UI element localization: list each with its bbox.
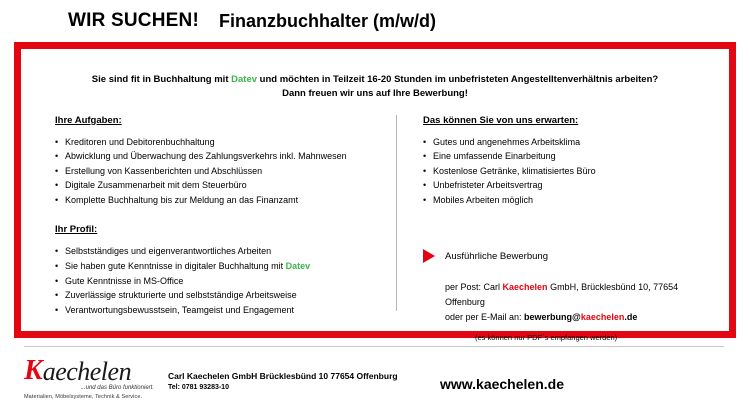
intro-line-1-part-1: Sie sind fit in Buchhaltung mit bbox=[91, 74, 232, 85]
list-item bbox=[55, 259, 392, 274]
footer-website[interactable]: www.kaechelen.de bbox=[440, 376, 564, 392]
apply-email-part-2: .de bbox=[624, 312, 638, 323]
apply-post-suffix: GmbH, Brücklesbünd 10, 77654 Offenburg bbox=[445, 282, 679, 308]
profile-list bbox=[55, 244, 392, 317]
apply-post-company-red: Kaechelen bbox=[502, 282, 548, 293]
company-logo bbox=[24, 355, 154, 401]
profile-title: Ihr Profil: bbox=[55, 224, 98, 236]
footer-address bbox=[168, 370, 398, 393]
footer-company-line: Carl Kaechelen GmbH Brücklesbünd 10 77654 Offenburg bbox=[168, 371, 398, 381]
apply-title-row bbox=[423, 249, 713, 263]
list-item: • Kreditoren und Debitorenbuchhaltung bbox=[55, 135, 392, 150]
apply-title: Ausführliche Bewerbung bbox=[445, 250, 548, 262]
intro-line-1 bbox=[37, 73, 713, 87]
list-item: • Verantwortungsbewusstsein, Teamgeist und Engagement bbox=[55, 303, 392, 318]
list-item: • Mobiles Arbeiten möglich bbox=[423, 193, 713, 208]
profile-item-2-before: Sie haben gute Kenntnisse in digitaler Buchhaltung mit bbox=[65, 261, 286, 271]
list-item: • Selbstständiges und eigenverantwortliches Arbeiten bbox=[55, 244, 392, 259]
offer-list bbox=[423, 135, 713, 208]
footer-divider bbox=[24, 346, 724, 347]
content-frame-inner bbox=[21, 49, 729, 342]
list-item: • Gute Kenntnisse in MS-Office bbox=[55, 274, 392, 289]
header-position-title: Finanzbuchhalter (m/w/d) bbox=[218, 10, 436, 31]
logo-name: aechelen bbox=[42, 356, 132, 386]
list-item: • Erstellung von Kassenberichten und Abschlüssen bbox=[55, 164, 392, 179]
intro-text bbox=[37, 73, 713, 101]
logo-subtitle: Materialien, Möbelsysteme, Technik & Service. bbox=[24, 394, 143, 401]
list-item: • Komplette Buchhaltung bis zur Meldung an das Finanzamt bbox=[55, 193, 392, 208]
footer-phone-line: Tel: 0781 93283-10 bbox=[168, 383, 229, 391]
triangle-right-icon bbox=[423, 249, 435, 263]
apply-post-prefix: per Post: Carl bbox=[445, 282, 503, 293]
apply-email-line bbox=[445, 310, 713, 325]
intro-accent-datev: Datev bbox=[231, 74, 258, 85]
apply-email-domain-red: kaechelen bbox=[580, 312, 625, 323]
page-header bbox=[0, 0, 750, 42]
profile-accent-datev: Datev bbox=[285, 261, 311, 271]
offer-title: Das können Sie von uns erwarten: bbox=[423, 114, 579, 126]
list-item: • Abwicklung und Überwachung des Zahlungsverkehrs inkl. Mahnwesen bbox=[55, 149, 392, 164]
list-item: • Kostenlose Getränke, klimatisiertes Büro bbox=[423, 164, 713, 179]
column-divider bbox=[396, 115, 397, 311]
intro-line-1-part-2: und möchten in Teilzeit 16-20 Stunden im unbefristeten Angestelltenverhältnis arbeiten? bbox=[257, 74, 659, 85]
intro-line-2: Dann freuen wir uns auf Ihre Bewerbung! bbox=[282, 87, 468, 99]
logo-wordmark bbox=[24, 355, 154, 386]
list-item: • Gutes und angenehmes Arbeitsklima bbox=[423, 135, 713, 150]
list-item: • Unbefristeter Arbeitsvertrag bbox=[423, 178, 713, 193]
apply-email-part-1: bewerbung@ bbox=[524, 312, 581, 323]
logo-initial: K bbox=[24, 355, 43, 386]
logo-tagline: ...und das Büro funktioniert. bbox=[80, 385, 154, 392]
tasks-title: Ihre Aufgaben: bbox=[55, 114, 122, 126]
right-column bbox=[409, 114, 713, 342]
list-item: • Zuverlässige strukturierte und selbstständige Arbeitsweise bbox=[55, 288, 392, 303]
apply-contact-lines bbox=[423, 280, 713, 325]
apply-post-line bbox=[445, 280, 713, 310]
content-frame bbox=[14, 42, 736, 342]
list-item: • Digitale Zusammenarbeit mit dem Steuerbüro bbox=[55, 178, 392, 193]
left-column bbox=[37, 115, 392, 321]
apply-block bbox=[423, 249, 713, 342]
list-item: • Eine umfassende Einarbeitung bbox=[423, 149, 713, 164]
apply-note: (es können nur PDF´s empfangen werden) bbox=[475, 332, 618, 342]
tasks-list bbox=[55, 135, 392, 208]
apply-email-prefix: oder per E-Mail an: bbox=[445, 312, 525, 323]
header-main-title: WIR SUCHEN! bbox=[68, 10, 199, 31]
columns-container bbox=[37, 114, 713, 342]
page-footer bbox=[0, 346, 750, 420]
